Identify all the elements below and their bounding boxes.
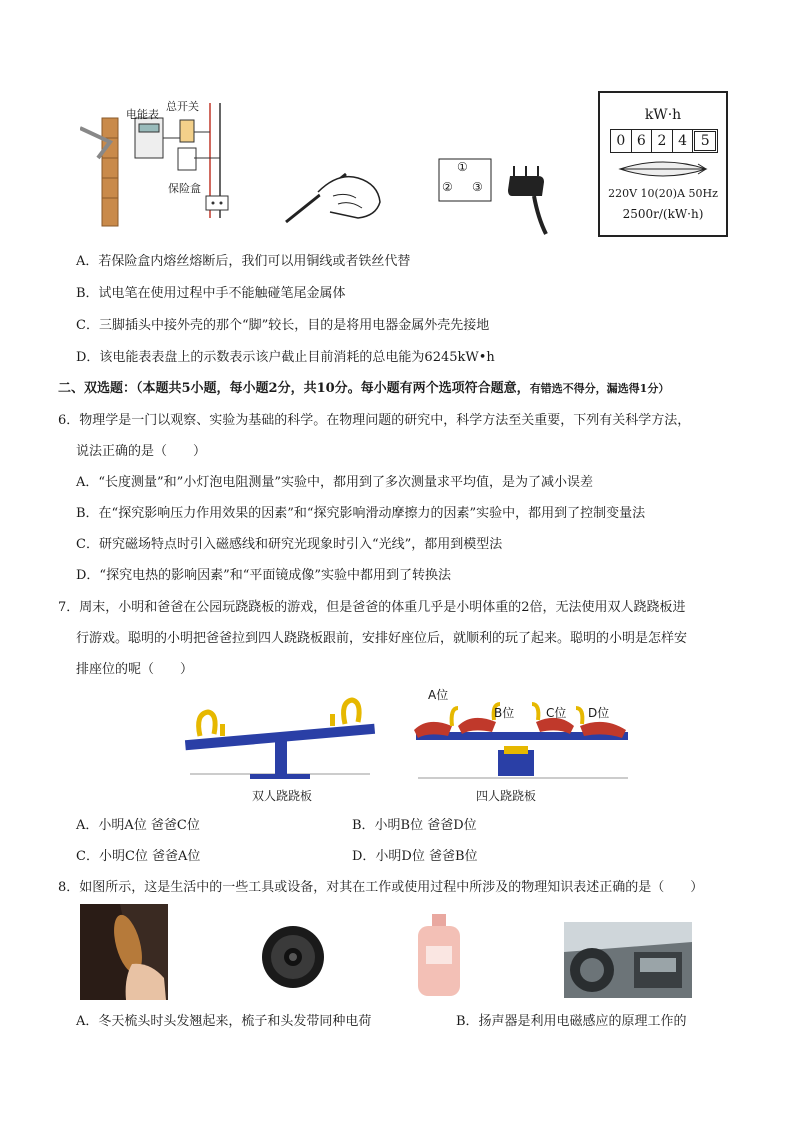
q7-option-c: C．小明C位 爸爸A位	[76, 849, 201, 864]
wiring-figure	[80, 98, 240, 228]
q6-option-c: C．研究磁场特点时引入磁感线和研究光现象时引入“光线”，都用到模型法	[76, 537, 503, 552]
loudspeaker-photo	[260, 922, 326, 992]
digit-4: 4	[673, 130, 694, 152]
q6-stem-2: 说法正确的是（ ）	[76, 444, 207, 459]
fuse-box-label: 保险盒	[168, 182, 201, 195]
digit-1: 0	[611, 130, 632, 152]
q5-option-b: B．试电笔在使用过程中手不能触碰笔尾金属体	[76, 286, 346, 301]
kwh-unit: kW·h	[644, 107, 682, 123]
meter-constant: 2500r/(kW·h)	[622, 207, 704, 221]
section2-heading-note: 有错选不得分，漏选得1分）	[529, 382, 670, 395]
meter-rating: 220V 10(20)A 50Hz	[608, 187, 718, 200]
q7-option-b: B．小明B位 爸爸D位	[352, 818, 477, 833]
digit-5: 5	[694, 131, 716, 151]
two-person-seesaw	[180, 694, 380, 784]
q7-stem-1: 7．周末，小明和爸爸在公园玩跷跷板的游戏，但是爸爸的体重几乎是小明体重的2倍，无法使用双人跷跷板进	[58, 600, 686, 615]
seat-label-a: A位	[428, 688, 449, 702]
seat-label-d: D位	[588, 706, 610, 720]
meter-disc	[618, 159, 708, 179]
car-dashboard-photo	[564, 922, 692, 998]
digit-3: 2	[652, 130, 673, 152]
section2-heading-main: 二、双选题：（本题共5小题，每小题2分，共10分。每小题有两个选项符合题意，	[58, 381, 530, 396]
socket-plug-figure	[438, 158, 558, 236]
caption-four-person: 四人跷跷板	[476, 789, 537, 803]
socket-label-2: ②	[442, 180, 453, 194]
meter-label: 电能表	[126, 108, 159, 121]
test-pen-figure	[278, 152, 388, 230]
socket-label-3: ③	[472, 180, 483, 194]
digit-2: 6	[632, 130, 653, 152]
kwh-digits	[610, 129, 718, 153]
q6-stem-1: 6．物理学是一门以观察、实验为基础的科学。在物理问题的研究中，科学方法至关重要，下列有关科学方法，	[58, 413, 691, 428]
q5-option-d: D．该电能表表盘上的示数表示该户截止目前消耗的总电能为6245kW•h	[76, 350, 495, 365]
q5-option-a: A．若保险盒内熔丝熔断后，我们可以用铜线或者铁丝代替	[76, 254, 411, 269]
comb-hair-photo	[80, 904, 168, 1000]
section2-heading	[58, 377, 669, 396]
seat-label-b: B位	[494, 706, 515, 720]
q8-option-b: B．扬声器是利用电磁感应的原理工作的	[456, 1014, 687, 1029]
q7-stem-3: 排座位的呢（ ）	[76, 662, 194, 677]
caption-two-person: 双人跷跷板	[252, 789, 313, 803]
kwh-meter	[598, 91, 728, 237]
q7-stem-2: 行游戏。聪明的小明把爸爸拉到四人跷跷板跟前，安排好座位后，就顺利的玩了起来。聪明的小明是怎样安	[76, 631, 688, 646]
four-person-seesaw	[408, 686, 636, 786]
q8-stem: 8．如图所示，这是生活中的一些工具或设备，对其在工作或使用过程中所涉及的物理知识表述正确的是（ ）	[58, 880, 704, 895]
socket-label-1: ①	[457, 160, 468, 174]
seat-label-c: C位	[546, 706, 567, 720]
q6-option-a: A．“长度测量”和”小灯泡电阻测量”实验中，都用到了多次测量求平均值，是为了减小误差	[76, 475, 593, 490]
main-switch-label: 总开关	[166, 100, 199, 113]
hot-water-bag-photo	[414, 912, 464, 998]
q6-option-b: B．在“探究影响压力作用效果的因素”和“探究影响滑动摩擦力的因素”实验中，都用到了控制变量法	[76, 506, 646, 521]
q7-option-d: D．小明D位 爸爸B位	[352, 849, 478, 864]
q5-option-c: C．三脚插头中接外壳的那个“脚”较长，目的是将用电器金属外壳先接地	[76, 318, 490, 333]
q6-option-d: D．“探究电热的影响因素”和“平面镜成像”实验中都用到了转换法	[76, 568, 452, 583]
q8-option-a: A．冬天梳头时头发翘起来，梳子和头发带同种电荷	[76, 1014, 372, 1029]
q7-option-a: A．小明A位 爸爸C位	[76, 818, 200, 833]
